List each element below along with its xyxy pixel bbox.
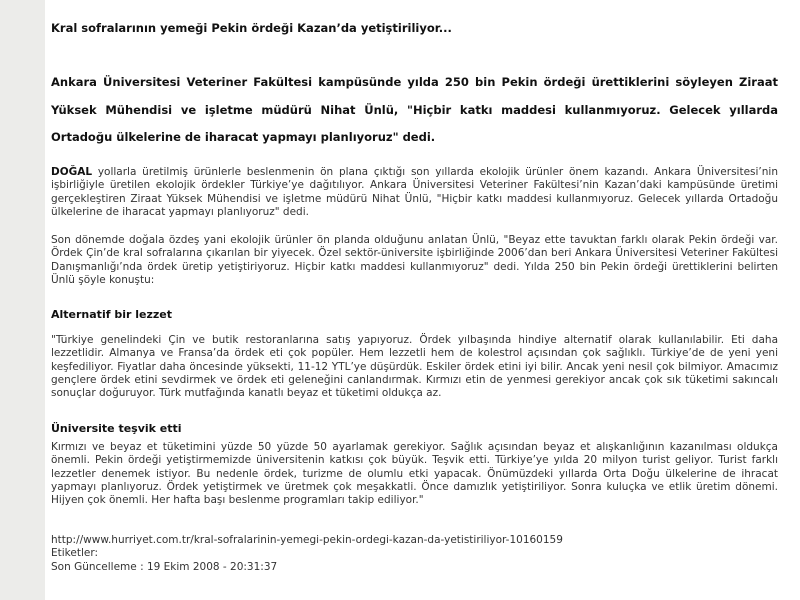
left-margin-strip [0, 0, 45, 600]
paragraph-1-text: yollarla üretilmiş ürünlerle beslenmenin ön plana çıktığı son yıllarda ekolojik ürünler önem kazandı. Ankara Üniversitesi’nin işbirliğiyle üretilen ekolojik ördekler Türkiye’ye dağıtılıyor. Ankara Üniversitesi Veteriner Fakültesi’nin Kazan’daki kampüsünde üretimi gerçekleştiren Ziraat Yüksek Mühendisi ve işletme müdürü Nihat Ünlü, "Hiçbir katkı maddesi kullanmıyoruz. Gelecek yıllarda Ortadoğu ülkelerine de iharacat yapmayı planlıyoruz" dedi. [51, 166, 778, 218]
source-url-link[interactable]: http://www.hurriyet.com.tr/kral-sofralarinin-yemegi-pekin-ordegi-kazan-da-yetistiriliyor-10160159 [51, 534, 563, 546]
paragraph-1-first-word: DOĞAL [51, 166, 93, 178]
paragraph-2: Son dönemde doğala özdeş yani ekolojik ürünler ön planda olduğunu anlatan Ünlü, "Beyaz ette tavuktan farklı olarak Pekin ördeği var. Ördek Çin’de kral sofralarına çıkarılan bir yiyecek. Özel sektör-üniversite işbirliğinde 2006’dan beri Ankara Üniversitesi Veteriner Fakültesi Danışmanlığı’nda ördek üretip yetiştiriyoruz. Hiçbir katkı maddesi kullanmıyoruz" dedi. Yılda 250 bin Pekin ördeği ürettiklerini belirten Ünlü şöyle konuştu: [51, 234, 778, 286]
subheading-alternative-taste: Alternatif bir lezzet [51, 308, 172, 321]
subheading-university-support: Üniversite teşvik etti [51, 422, 182, 435]
article-lead: Ankara Üniversitesi Veteriner Fakültesi kampüsünde yılda 250 bin Pekin ördeği ürettiklerini söyleyen Ziraat Yüksek Mühendisi ve işletme müdürü Nihat Ünlü, "Hiçbir katkı maddesi kullanmıyoruz. Gelecek yıllarda Ortadoğu ülkelerine de iharacat yapmayı planlıyoruz" dedi. [51, 75, 778, 144]
article-footer [51, 534, 563, 574]
paragraph-4: Kırmızı ve beyaz et tüketimini yüzde 50 yüzde 50 ayarlamak gerekiyor. Sağlık açısından beyaz et alışkanlığının kazanılması oldukça önemli. Pekin ördeği yetiştirmemizde üniversitenin katkısı çok büyük. Teşvik etti. Türkiye’ye yılda 20 milyon turist geliyor. Turist farklı lezzetler denemek istiyor. Bu nedenle ördek, turizme de olumlu etki yapacak. Önümüzdeki yıllarda Orta Doğu ülkelerine de ihracat yapmayı planlıyoruz. Ördek yetiştirmek ve üretmek çok meşakkatli. Önce damızlık yetiştiriliyor. Sonra kuluçka ve etlik üretim dönemi. Hijyen çok önemli. Her hafta başı beslenme programları takip ediliyor." [51, 441, 778, 507]
paragraph-3: "Türkiye genelindeki Çin ve butik restoranlarına satış yapıyoruz. Ördek yılbaşında hindiye alternatif olarak kullanılabilir. Eti daha lezzetlidir. Almanya ve Fransa’da ördek eti çok popüler. Hem lezzetli hem de kolestrol açısından çok sağlıklı. Türkiye’de de yeni yeni keşfediliyor. Fiyatlar daha öncesinde yüksekti, 11-12 YTL’ye düşürdük. Eskiler ördek etini iyi bilir. Ancak yeni nesil çok bilmiyor. Amacımız gençlere ördek etini sevdirmek ve ördek eti geleneğini canlandırmak. Kırmızı etin de yenmesi gerekiyor ancak çok sık tüketimi sakıncalı sonuçlar doğuruyor. Türk mutfağında kanatlı beyaz et tüketimi oldukça az. [51, 334, 778, 400]
tags-label: Etiketler: [51, 547, 98, 560]
last-updated: Son Güncelleme : 19 Ekim 2008 - 20:31:37 [51, 560, 278, 573]
paragraph-1 [51, 166, 778, 219]
article-title: Kral sofralarının yemeği Pekin ördeği Kazan’da yetiştiriliyor... [51, 21, 452, 35]
